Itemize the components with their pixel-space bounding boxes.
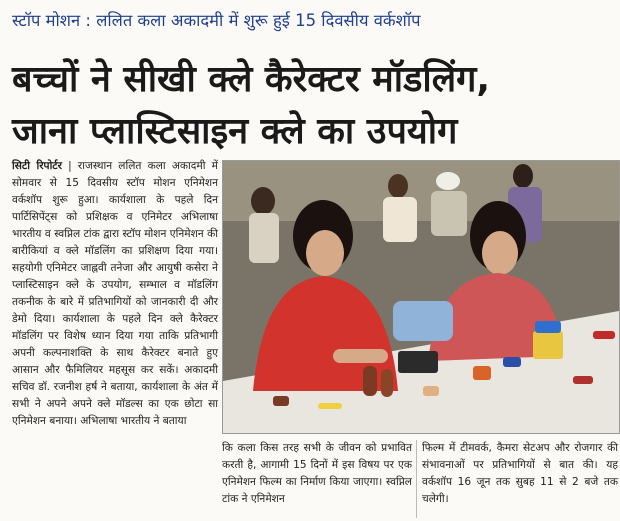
bottom-text-column-1 (222, 440, 412, 520)
left-text-column (12, 158, 218, 430)
byline-separator: | (61, 160, 78, 172)
byline: सिटी रिपोर्टर (12, 160, 62, 172)
column-divider (416, 440, 417, 518)
kicker-line: स्टॉप मोशन : ललित कला अकादमी में शुरू हुई 15 दिवसीय वर्कशॉप (12, 11, 421, 30)
bottom-column-2-body: फिल्म में टीमवर्क, कैमरा सेटअप और रोजगार की संभावनाओं पर प्रतिभागियों से बात की। यह वर्कशॉप 16 जून तक सुबह 11 से 2 बजे तक चलेगी। (422, 442, 618, 505)
headline-line-1: बच्चों ने सीखी क्ले कैरेक्टर मॉडलिंग, (12, 59, 491, 100)
left-column-paragraph (12, 158, 218, 430)
workshop-photo-illustration (223, 161, 619, 433)
bottom-text-column-2 (422, 440, 618, 520)
left-column-body: राजस्थान ललित कला अकादमी में सोमवार से 15 दिवसीय स्टॉप मोशन एनिमेशन वर्कशॉप शुरू हुआ। कार्यशाला के पहले दिन पार्टिसिपेंट्स को प्रशिक्षक व एनिमेटर अभिलाषा भारतीय व स्वप्निल टांक द्वारा स्टॉप मोशन एनिमेशन की बारीकियां व क्ले मॉडलिंग का प्रशिक्षण दिया गया। सहयोगी एनिमेटर जाह्नवी तनेजा और आयुषी कसेरा ने प्लास्टिसाइन क्ले के उपयोग, सम्भाल व मॉडलिंग तकनीक के बारे में प्रतिभागियों को जानकारी दी और डेमो दिया। कार्यशाला के पहले दिन क्ले कैरेक्टर मॉडलिंग पर विशेष ध्यान दिया गया ताकि प्रतिभागी अपनी कल्पनाशक्ति के साथ कैरेक्टर बनाते हुए आसान और फैमिलियर महसूस कर सकें। अकादमी सचिव डॉ. रजनीश हर्ष ने बताया, कार्यशाला के अंत में सभी ने अपने अपने क्ले मॉडल्स का एक छोटा सा एनिमेशन बनाया। अभिलाषा भारतीय ने बताया (12, 160, 218, 427)
headline-line-2: जाना प्लास्टिसाइन क्ले का उपयोग (12, 111, 458, 152)
workshop-photo (222, 160, 620, 434)
bottom-column-1-body: कि कला किस तरह सभी के जीवन को प्रभावित करती है, आगामी 15 दिनों में इस विषय पर एक एनिमेशन फिल्म का निर्माण किया जाएगा। स्वप्निल टांक ने एनिमेशन (222, 442, 412, 505)
